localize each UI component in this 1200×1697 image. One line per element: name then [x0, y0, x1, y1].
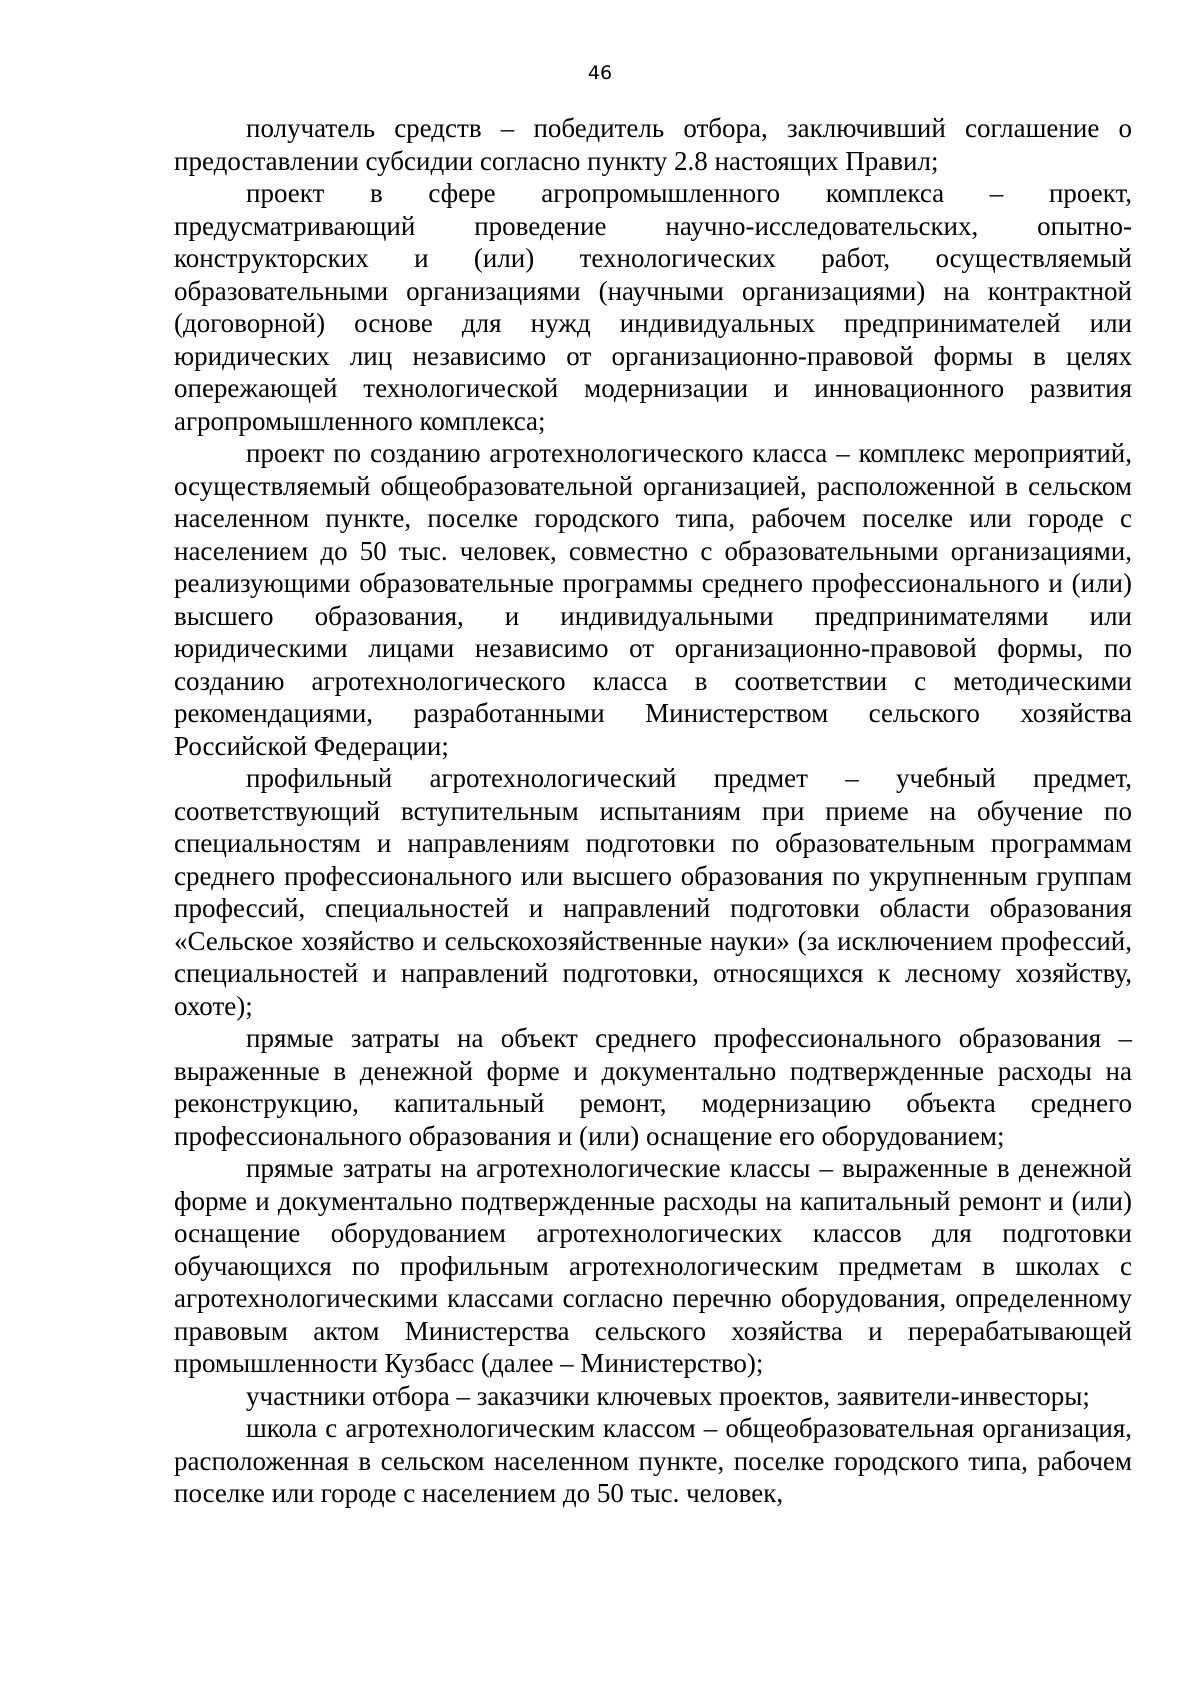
paragraph-profile-subject: профильный агротехнологический предмет – учебный предмет, соответствующий вступительным испытаниям при приеме на обучение по специальностям и направлениям подготовки по образовательным программам среднего профессионального или высшего образования по укрупненным группам профессий, специальностей и направлений подготовки области образования «Сельское хозяйство и сельскохозяйственные науки» (за исключением профессий, специальностей и направлений подготовки, относящихся к лесному хозяйству, охоте); — [174, 763, 1132, 1021]
paragraph-direct-costs-spo: прямые затраты на объект среднего профессионального образования – выраженные в денежной форме и документально подтвержденные расходы на реконструкцию, капитальный ремонт, модернизацию объекта среднего профессионального образования и (или) оснащение его оборудованием; — [174, 1023, 1132, 1151]
paragraph-school-definition: школа с агротехнологическим классом – общеобразовательная организация, расположенная в сельском населенном пункте, поселке городского типа, рабочем поселке или городе с населением до 50 тыс. человек, — [174, 1413, 1132, 1508]
paragraph-recipient: получатель средств – победитель отбора, заключивший соглашение о предоставлении субсидии согласно пункту 2.8 настоящих Правил; — [174, 113, 1132, 176]
paragraph-direct-costs-classes: прямые затраты на агротехнологические классы – выраженные в денежной форме и документально подтвержденные расходы на капитальный ремонт и (или) оснащение оборудованием агротехнологических классов для подготовки обучающихся по профильным агротехнологическим предметам в школах с агротехнологическими классами согласно перечню оборудования, определенному правовым актом Министерства сельского хозяйства и перерабатывающей промышленности Кузбасс (далее – Министерство); — [174, 1153, 1132, 1378]
paragraph-selection-participants: участники отбора – заказчики ключевых проектов, заявители-инвесторы; — [246, 1380, 1090, 1411]
paragraph-agro-project: проект в сфере агропромышленного комплекса – проект, предусматривающий проведение научно-исследовательских, опытно-конструкторских и (или) технологических работ, осуществляемый образовательными организациями (научными организациями) на контрактной (договорной) основе для нужд индивидуальных предпринимателей или юридических лиц независимо от организационно-правовой формы в целях опережающей технологической модернизации и инновационного развития агропромышленного комплекса; — [174, 178, 1132, 436]
document-body — [174, 112, 1132, 1510]
page-number: 46 — [587, 62, 613, 84]
paragraph-agrotech-class-project: проект по созданию агротехнологического класса – комплекс мероприятий, осуществляемый общеобразовательной организацией, расположенной в сельском населенном пункте, поселке городского типа, рабочем поселке или городе с населением до 50 тыс. человек, совместно с образовательными организациями, реализующими образовательные программы среднего профессионального и (или) высшего образования, и индивидуальными предпринимателями или юридическими лицами независимо от организационно-правовой формы, по созданию агротехнологического класса в соответствии с методическими рекомендациями, разработанными Министерством сельского хозяйства Российской Федерации; — [174, 438, 1132, 761]
